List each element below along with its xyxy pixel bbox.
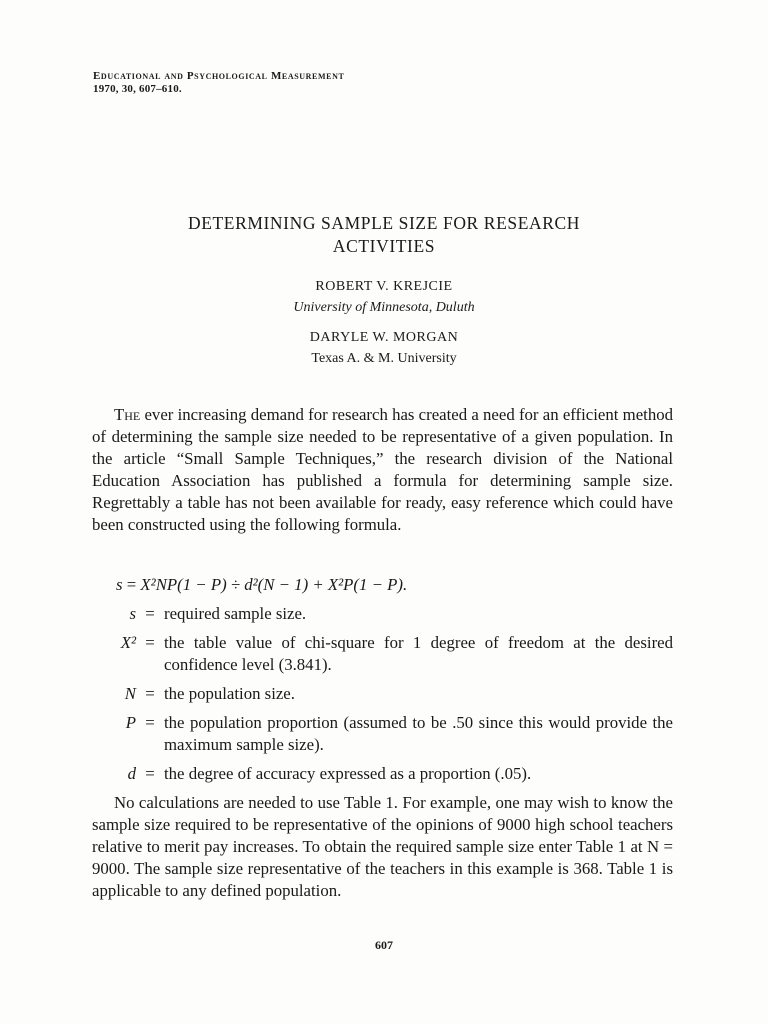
definition-symbol: N [124, 684, 136, 703]
formula-definitions [92, 603, 673, 792]
definition-item: X² = the table value of chi-square for 1 degree of freedom at the desired confidence level (3.841). [92, 632, 673, 676]
definition-item: N = the population size. [92, 683, 673, 705]
definition-item: d = the degree of accuracy expressed as a proportion (.05). [92, 763, 673, 785]
definition-text: the table value of chi-square for 1 degree of freedom at the desired confidence level (3.841). [164, 633, 673, 674]
page-number: 607 [375, 938, 393, 952]
formula-lhs: s [116, 575, 123, 594]
author-2-name: DARYLE W. MORGAN [309, 330, 459, 345]
title-line-1: DETERMINING SAMPLE SIZE FOR RESEARCH [187, 213, 581, 233]
definition-symbol: s [129, 604, 136, 623]
sample-size-formula: s = X²NP(1 − P) ÷ d²(N − 1) + X²P(1 − P). [116, 575, 408, 594]
journal-citation: 1970, 30, 607–610. [93, 83, 182, 95]
journal-name: Educational and Psychological Measurement [93, 70, 345, 82]
definition-item: s = required sample size. [92, 603, 673, 625]
example-paragraph [92, 792, 673, 902]
definition-item: P = the population proportion (assumed to be .50 since this would provide the maximum sample size). [92, 712, 673, 756]
paper-title [0, 212, 768, 258]
title-line-2: ACTIVITIES [332, 236, 436, 256]
definition-symbol: X² [120, 633, 136, 652]
journal-header [93, 70, 344, 96]
definition-text: the population size. [164, 684, 295, 703]
paragraph-2-text: No calculations are needed to use Table 1. For example, one may wish to know the sample size required to be representative of the opinions of 9000 high school teachers relative to merit pay increases. To obtain the required sample size enter Table 1 at N = 9000. The sample size representative of the teachers in this example is 368. Table 1 is applicable to any defined population. [92, 793, 673, 900]
formula-rhs: X²NP(1 − P) ÷ d²(N − 1) + X²P(1 − P). [140, 575, 408, 594]
definition-symbol: d [127, 764, 136, 783]
definition-symbol: P [125, 713, 136, 732]
intro-paragraph [92, 404, 673, 536]
definition-text: required sample size. [164, 604, 307, 623]
definition-text: the degree of accuracy expressed as a proportion (.05). [164, 764, 532, 783]
paragraph-1-text: ever increasing demand for research has created a need for an efficient method of determining the sample size needed to be representative of a given population. In the article “Small Sample Techniques,” the research division of the National Education Association has published a formula for determining sample size. Regrettably a table has not been available for ready, easy reference which could have been constructed using the following formula. [92, 405, 673, 534]
paragraph-lead-word: The [114, 405, 141, 424]
definition-text: the population proportion (assumed to be .50 since this would provide the maximum sample size). [164, 713, 673, 754]
author-1-name: ROBERT V. KREJCIE [315, 279, 453, 294]
author-2-affiliation: Texas A. & M. University [311, 351, 457, 366]
author-1-affiliation: University of Minnesota, Duluth [293, 300, 475, 315]
